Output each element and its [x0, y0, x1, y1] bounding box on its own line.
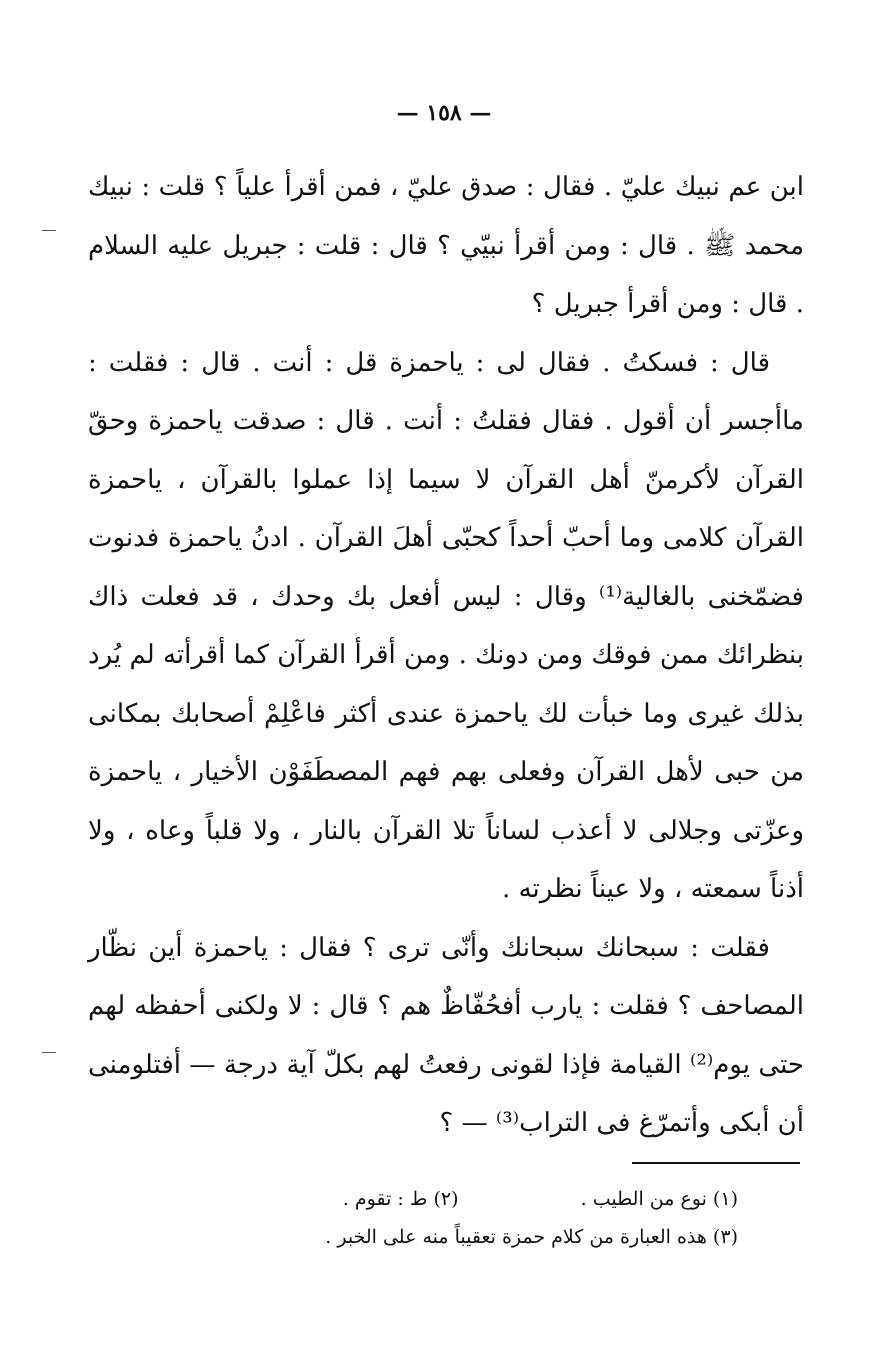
main-text	[88, 158, 804, 1153]
footnote-row-2	[138, 1218, 738, 1256]
paragraph-2: قال : فسكتُ . فقال لى : ياحمزة قل : أنت . قال : فقلت : ماأجسر أن أقول . فقال فقلتُ : أنت . قال : صدقت ياحمزة وحقّ القرآن لأكرمنّ أهل القرآن لا سيما إذا عملوا بالقرآن ، ياحمزة القرآن كلامى وما أحبّ أحداً كحبّى أهلَ القرآن . ادنُ ياحمزة فدنوت فضمّخنى بالغالية⁽¹⁾ وقال : ليس أفعل بك وحدك ، قد فعلت ذاك بنظرائك ممن فوقك ومن دونك . ومن أقرأ القرآن كما أقرأته لم يُرد بذلك غيرى وما خبأت لك ياحمزة عندى أكثر فاعْلِمْ أصحابك بمكانى من حبى لأهل القرآن وفعلى بهم فهم المصطَفَوْن الأخيار ، ياحمزة وعزّتى وجلالى لا أعذب لساناً تلا القرآن بالنار ، ولا قلباً وعاه ، ولا أذناً سمعته ، ولا عيناً نظرته .	[88, 347, 804, 904]
footnote-3: (٣) هذه العبارة من كلام حمزة تعقيباً منه على الخبر .	[325, 1226, 738, 1248]
paragraph-1: ابن عم نبيك عليّ . فقال : صدق عليّ ، فمن أقرأ علياً ؟ قلت : نبيك محمد ﷺ . قال : ومن أقرأ نبيّي ؟ قال : قلت : جبريل عليه السلام . قال : ومن أقرأ جبريل ؟	[88, 172, 804, 319]
footnote-2: (٢) ط : تقوم .	[342, 1188, 459, 1210]
footnotes	[138, 1180, 738, 1256]
footnote-divider	[632, 1162, 800, 1164]
paragraph-3: فقلت : سبحانك سبحانك وأنّى ترى ؟ فقال : ياحمزة أين نظّار المصاحف ؟ فقلت : يارب أفحُفّاظٌ هم ؟ قال : لا ولكنى أحفظه لهم حتى يوم⁽²⁾ القيامة فإذا لقونى رفعتُ لهم بكلّ آية درجة — أفتلومنى أن أبكى وأتمرّغ فى التراب⁽³⁾ — ؟	[88, 932, 804, 1138]
footnote-row-1	[138, 1180, 738, 1218]
margin-mark	[42, 230, 56, 231]
footnote-1: (١) نوع من الطيب .	[580, 1188, 738, 1210]
page-number: — ١٥٨ —	[396, 100, 492, 126]
margin-mark	[42, 1052, 56, 1053]
